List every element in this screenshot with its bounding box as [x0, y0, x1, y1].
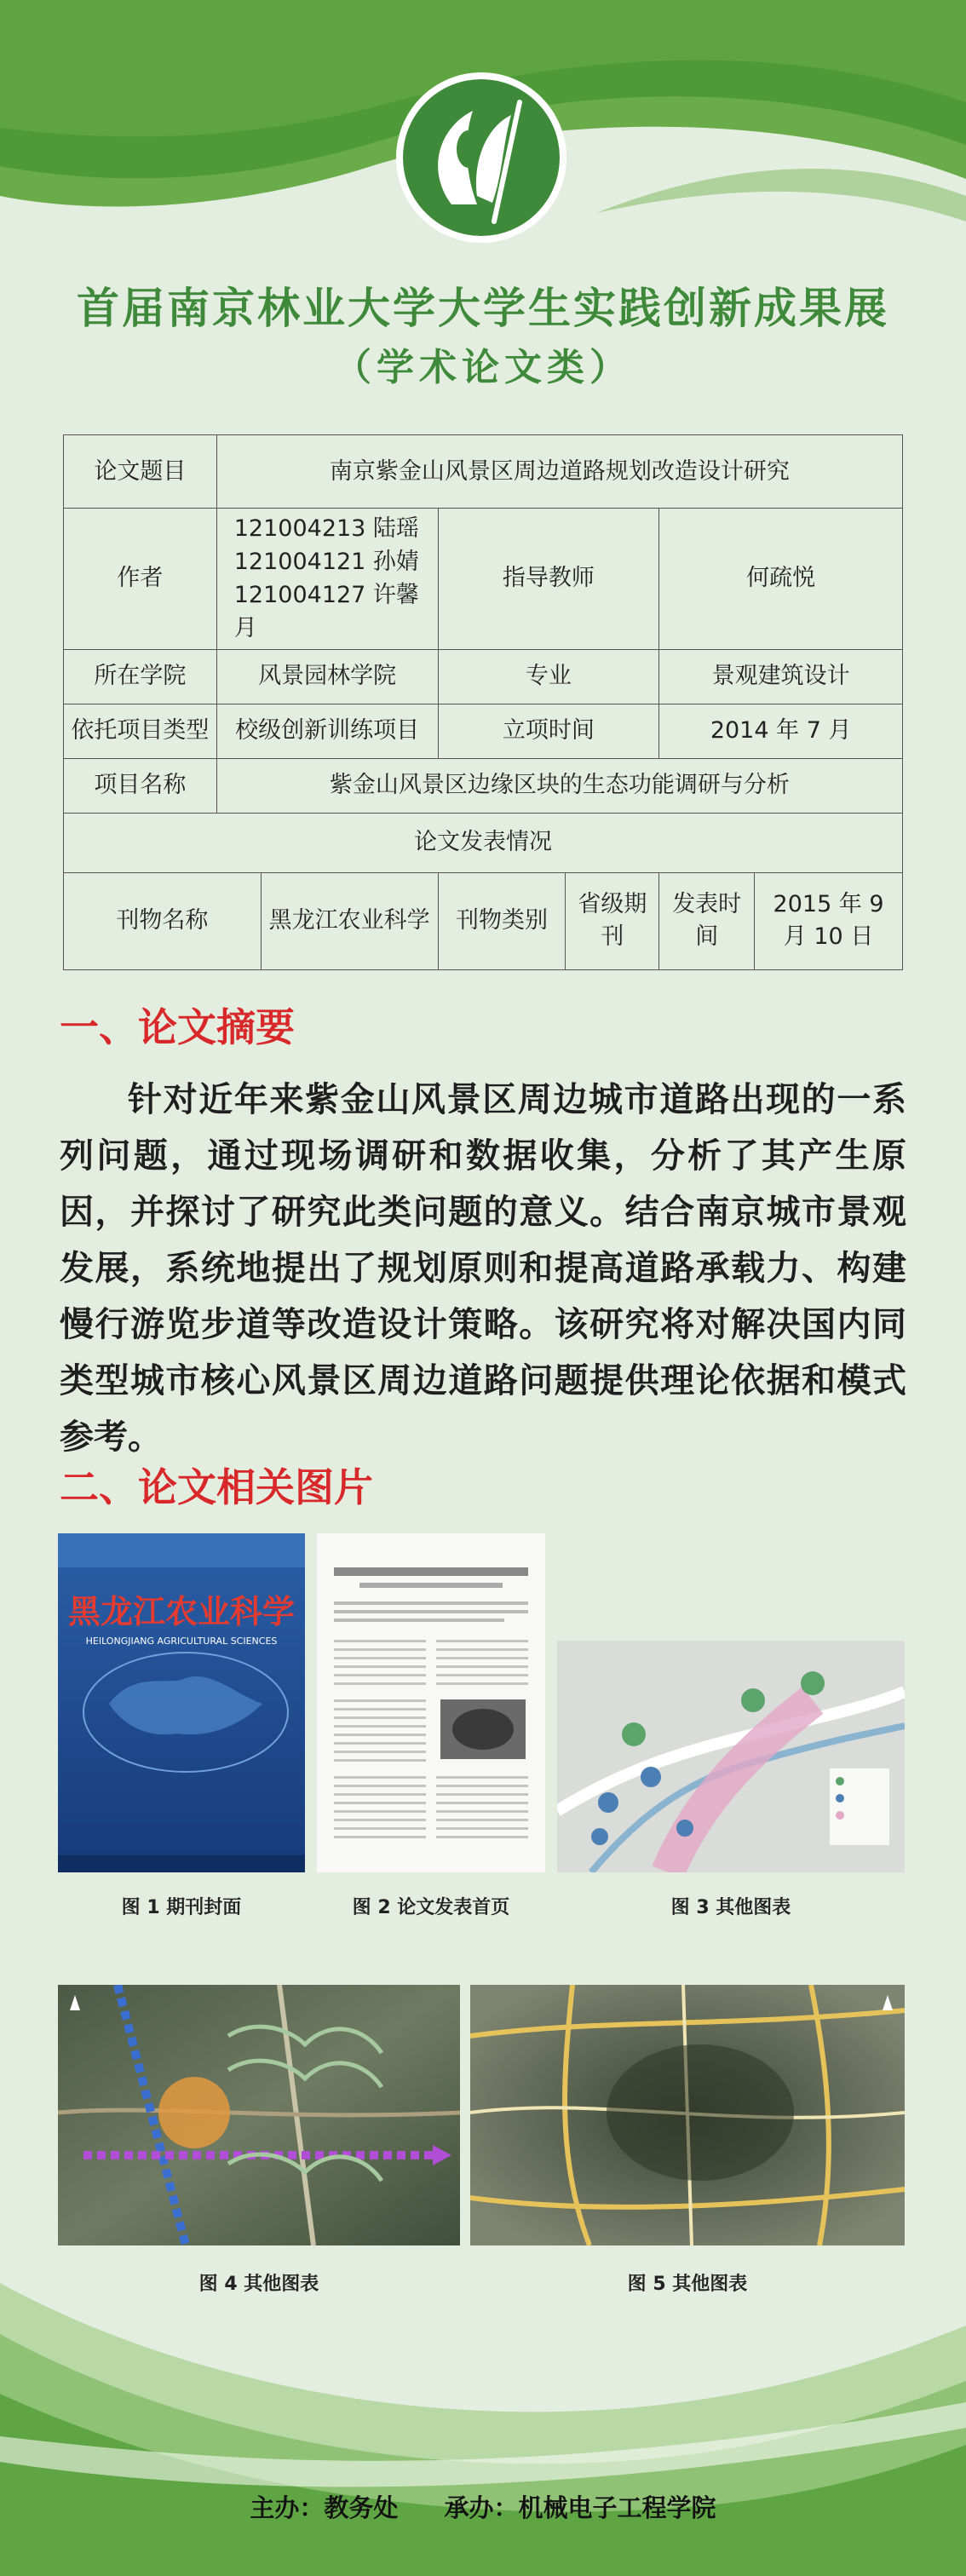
project-type-value: 校级创新训练项目 — [216, 704, 438, 758]
project-name-value: 紫金山风景区边缘区块的生态功能调研与分析 — [216, 758, 902, 813]
pub-time-label: 发表时间 — [659, 872, 755, 969]
exhibition-subtitle: （学术论文类） — [334, 346, 632, 389]
paper-title-value: 南京紫金山风景区周边道路规划改造设计研究 — [216, 435, 902, 509]
figure-5-caption: 图 5 其他图表 — [627, 2274, 748, 2295]
cover-subtitle: HEILONGJIANG AGRICULTURAL SCIENCES — [85, 1636, 278, 1647]
abstract-text: 针对近年来紫金山风景区周边城市道路出现的一系列问题，通过现场调研和数据收集，分析了其产生原因，并探讨了研究此类问题的意义。结合南京城市景观发展，系统地提出了规划原则和提高道路承载力、构建慢行游览步道等改造设计策略。该研究将对解决国内同类型城市核心风景区周边道路问题提供理论依据和模式参考。 — [60, 1079, 906, 1457]
exhibition-title: 首届南京林业大学大学生实践创新成果展 — [77, 284, 889, 333]
start-time-label: 立项时间 — [438, 704, 659, 758]
major-label: 专业 — [438, 649, 659, 704]
cover-title: 黑龙江农业科学 — [67, 1593, 296, 1630]
figure-1-caption: 图 1 期刊封面 — [121, 1897, 242, 1918]
figure-5-road-map — [470, 1985, 905, 2245]
paper-title-label: 论文题目 — [64, 435, 217, 509]
start-time-value: 2014 年 7 月 — [659, 704, 903, 758]
university-logo-icon — [392, 68, 571, 247]
figure-4-caption: 图 4 其他图表 — [198, 2274, 319, 2295]
journal-type-label: 刊物类别 — [438, 872, 566, 969]
advisor-label: 指导教师 — [438, 509, 659, 650]
journal-type-value: 省级期刊 — [566, 872, 659, 969]
abstract-heading: 一、论文摘要 — [60, 1004, 295, 1050]
footer — [0, 2489, 966, 2524]
figure-4-aerial-map — [58, 1985, 460, 2245]
figure-1-journal-cover — [58, 1533, 305, 1872]
figures-heading: 二、论文相关图片 — [60, 1464, 373, 1510]
footer-host: 主办：教务处 — [250, 2493, 399, 2522]
advisor-value: 何疏悦 — [659, 509, 903, 650]
author-3: 121004127 许馨月 — [233, 582, 419, 642]
project-type-label: 依托项目类型 — [64, 704, 217, 758]
major-value: 景观建筑设计 — [659, 649, 903, 704]
pub-time-value: 2015 年 9 月 10 日 — [755, 872, 903, 969]
publication-header: 论文发表情况 — [64, 813, 903, 872]
paper-info-table — [63, 434, 903, 970]
journal-value: 黑龙江农业科学 — [261, 872, 438, 969]
footer-organizer: 承办：机械电子工程学院 — [444, 2493, 716, 2522]
figure-3-caption: 图 3 其他图表 — [670, 1897, 791, 1918]
author-1: 121004213 陆瑶 — [233, 515, 419, 542]
college-value: 风景园林学院 — [216, 649, 438, 704]
authors-cell — [216, 509, 438, 650]
author-2: 121004121 孙婧 — [233, 549, 419, 576]
figure-3-plan-diagram — [557, 1641, 905, 1872]
figure-2-paper-page — [317, 1533, 545, 1872]
college-label: 所在学院 — [64, 649, 217, 704]
journal-label: 刊物名称 — [64, 872, 262, 969]
figure-2-caption: 图 2 论文发表首页 — [352, 1897, 510, 1918]
author-label: 作者 — [64, 509, 217, 650]
project-name-label: 项目名称 — [64, 758, 217, 813]
